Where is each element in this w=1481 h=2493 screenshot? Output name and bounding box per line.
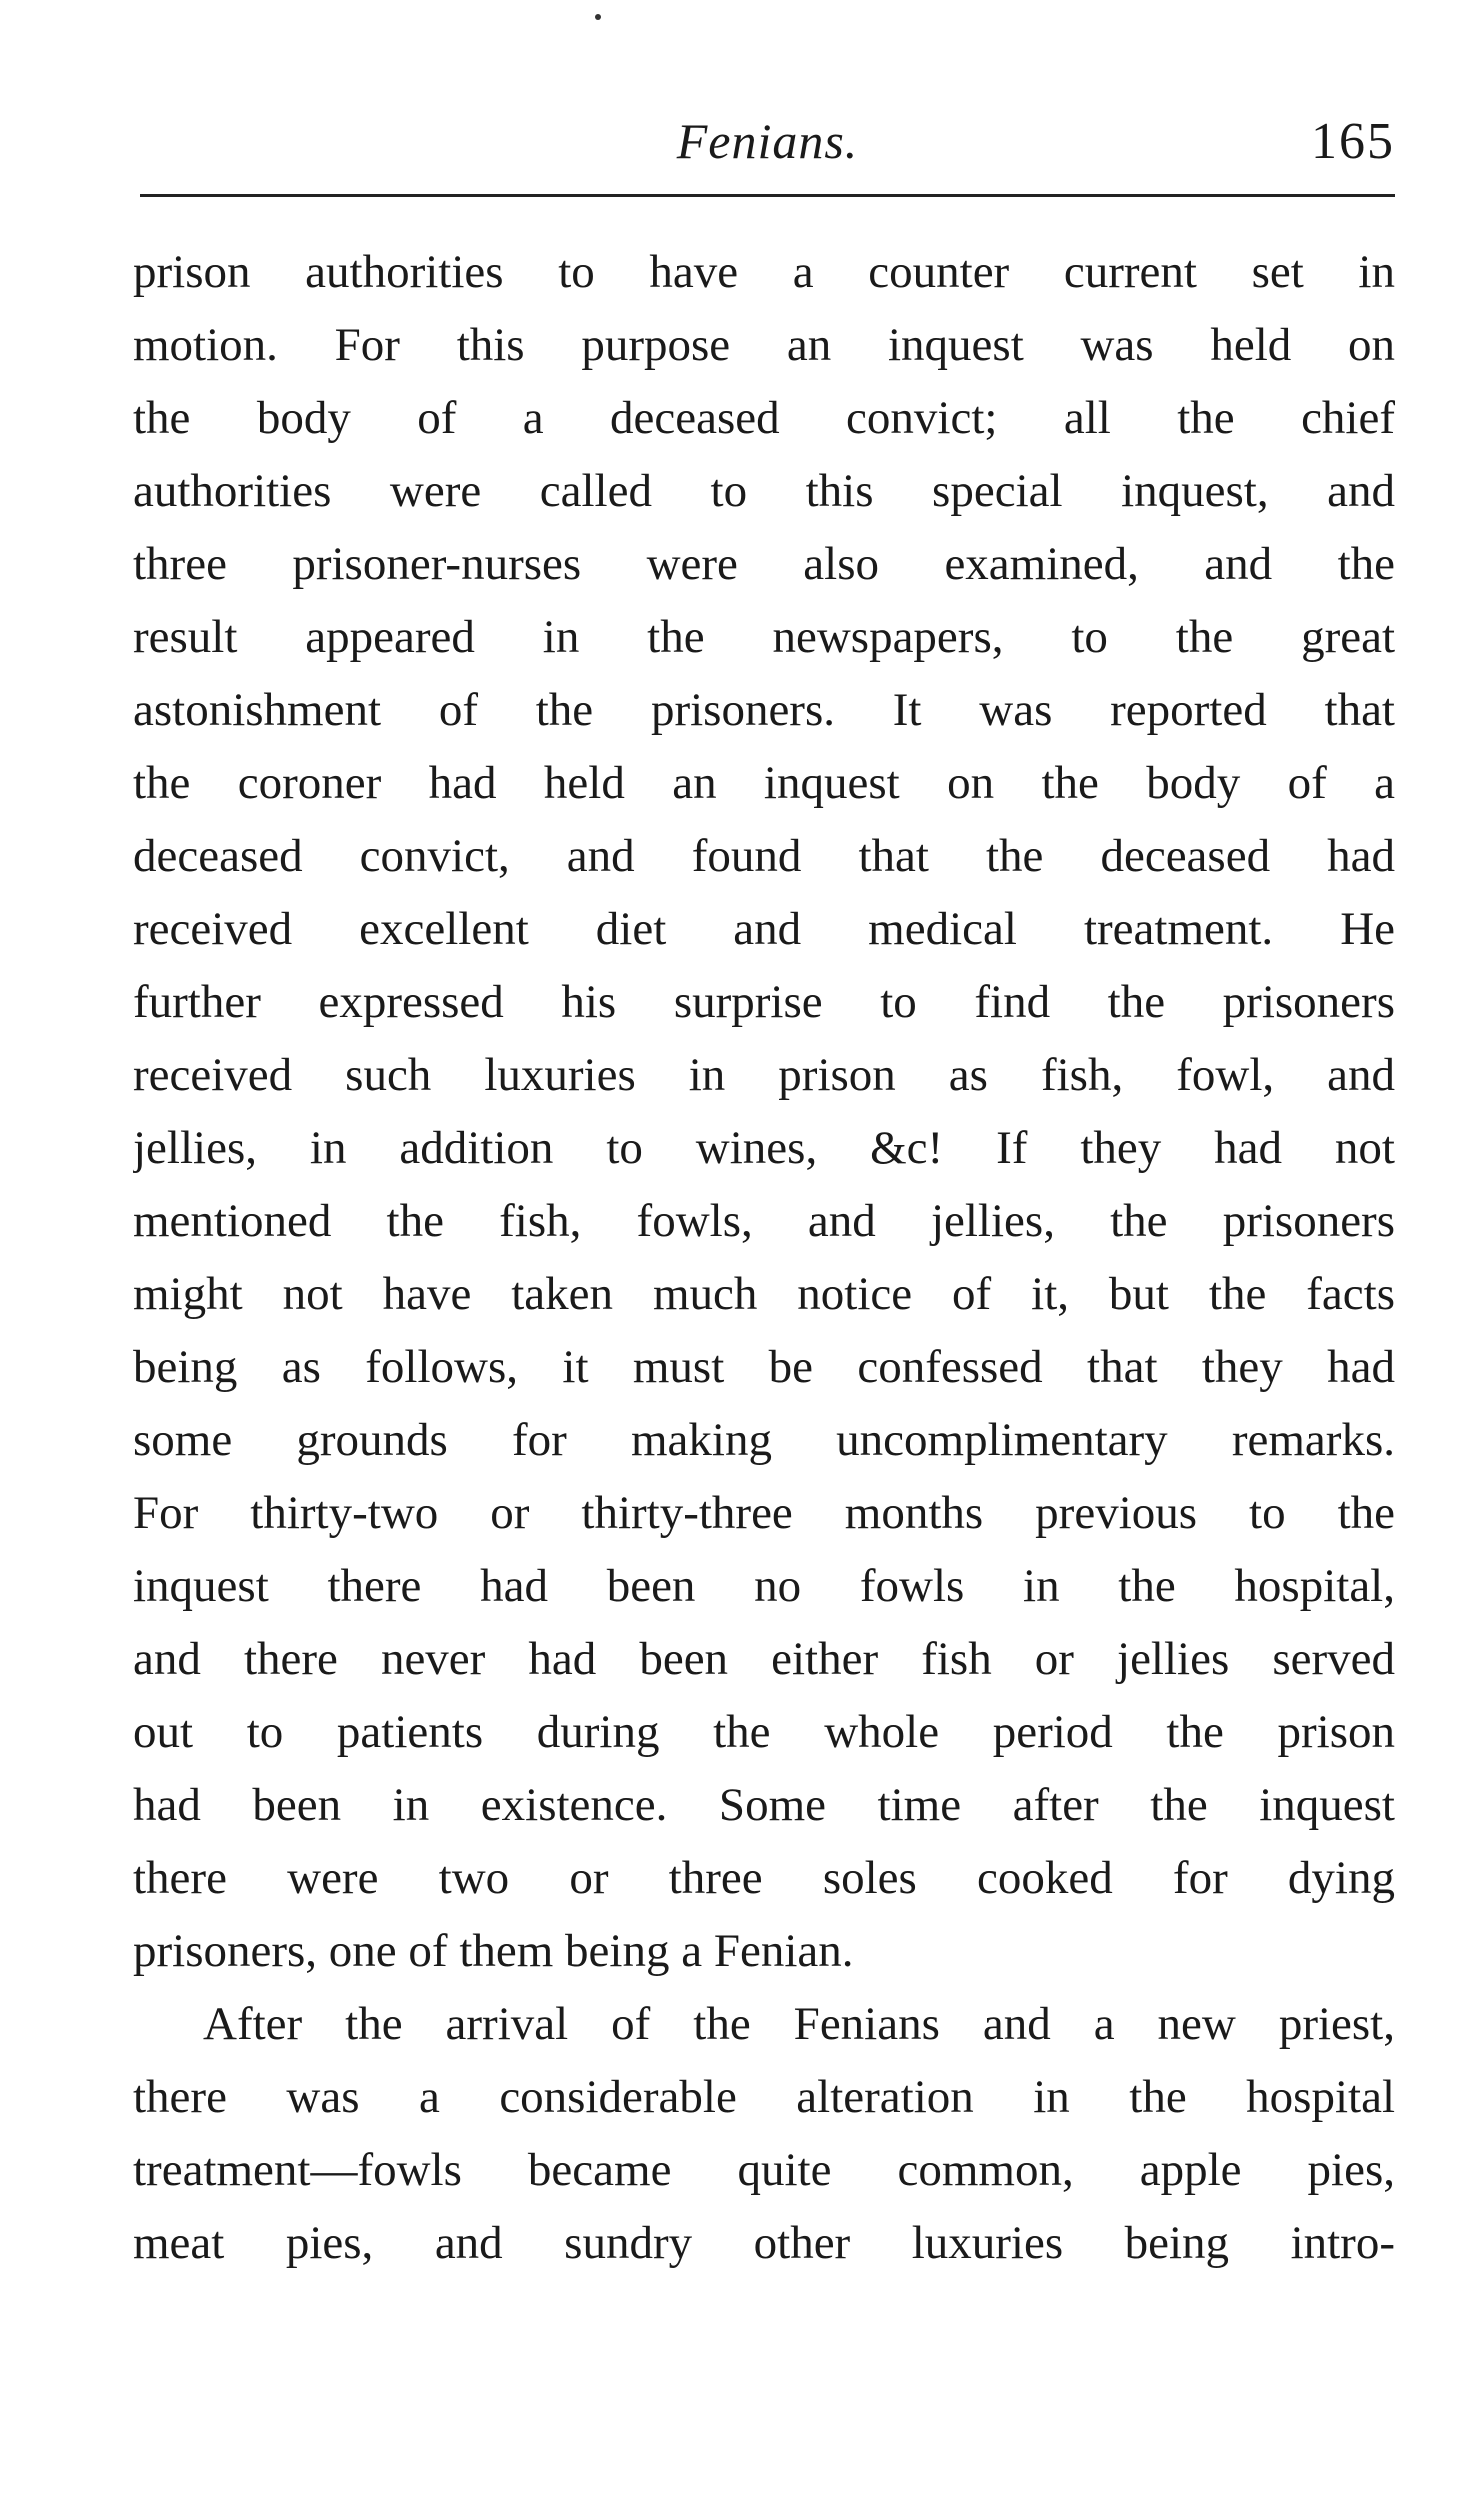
text-line: received excellent diet and medical treatment. He bbox=[133, 903, 1395, 955]
text-line: the coroner had held an inquest on the body of a bbox=[133, 757, 1395, 809]
text-line: treatment—fowls became quite common, apple pies, bbox=[133, 2144, 1395, 2196]
text-line: After the arrival of the Fenians and a new priest, bbox=[203, 1998, 1395, 2050]
text-line: had been in existence. Some time after the inquest bbox=[133, 1779, 1395, 1831]
text-line: prison authorities to have a counter current set in bbox=[133, 246, 1395, 298]
text-line: motion. For this purpose an inquest was held on bbox=[133, 319, 1395, 371]
header-rule bbox=[140, 194, 1395, 197]
text-line: jellies, in addition to wines, &c! If they had not bbox=[133, 1122, 1395, 1174]
text-line: there were two or three soles cooked for dying bbox=[133, 1852, 1395, 1904]
text-line: inquest there had been no fowls in the hospital, bbox=[133, 1560, 1395, 1612]
text-line: might not have taken much notice of it, but the facts bbox=[133, 1268, 1395, 1320]
text-line: deceased convict, and found that the deceased had bbox=[133, 830, 1395, 882]
text-line: astonishment of the prisoners. It was reported that bbox=[133, 684, 1395, 736]
page-header bbox=[140, 112, 1395, 192]
text-line: there was a considerable alteration in the hospital bbox=[133, 2071, 1395, 2123]
text-line: prisoners, one of them being a Fenian. bbox=[133, 1925, 854, 1977]
text-line: being as follows, it must be confessed that they had bbox=[133, 1341, 1395, 1393]
text-line: the body of a deceased convict; all the chief bbox=[133, 392, 1395, 444]
text-line: some grounds for making uncomplimentary remarks. bbox=[133, 1414, 1395, 1466]
body-text bbox=[133, 236, 1395, 2280]
text-line: result appeared in the newspapers, to the great bbox=[133, 611, 1395, 663]
text-line: further expressed his surprise to find the prisoners bbox=[133, 976, 1395, 1028]
ink-speck bbox=[595, 14, 601, 20]
text-line: For thirty-two or thirty-three months previous to the bbox=[133, 1487, 1395, 1539]
text-line: three prisoner-nurses were also examined, and the bbox=[133, 538, 1395, 590]
running-title: Fenians. bbox=[676, 113, 859, 169]
text-line: authorities were called to this special inquest, and bbox=[133, 465, 1395, 517]
text-line: out to patients during the whole period the prison bbox=[133, 1706, 1395, 1758]
text-line: mentioned the fish, fowls, and jellies, the prisoners bbox=[133, 1195, 1395, 1247]
paragraph-1 bbox=[133, 236, 1395, 1988]
text-line: and there never had been either fish or jellies served bbox=[133, 1633, 1395, 1685]
text-line: received such luxuries in prison as fish, fowl, and bbox=[133, 1049, 1395, 1101]
page-number: 165 bbox=[1311, 113, 1395, 170]
text-line: meat pies, and sundry other luxuries being intro- bbox=[133, 2217, 1395, 2269]
paragraph-2 bbox=[133, 1988, 1395, 2280]
